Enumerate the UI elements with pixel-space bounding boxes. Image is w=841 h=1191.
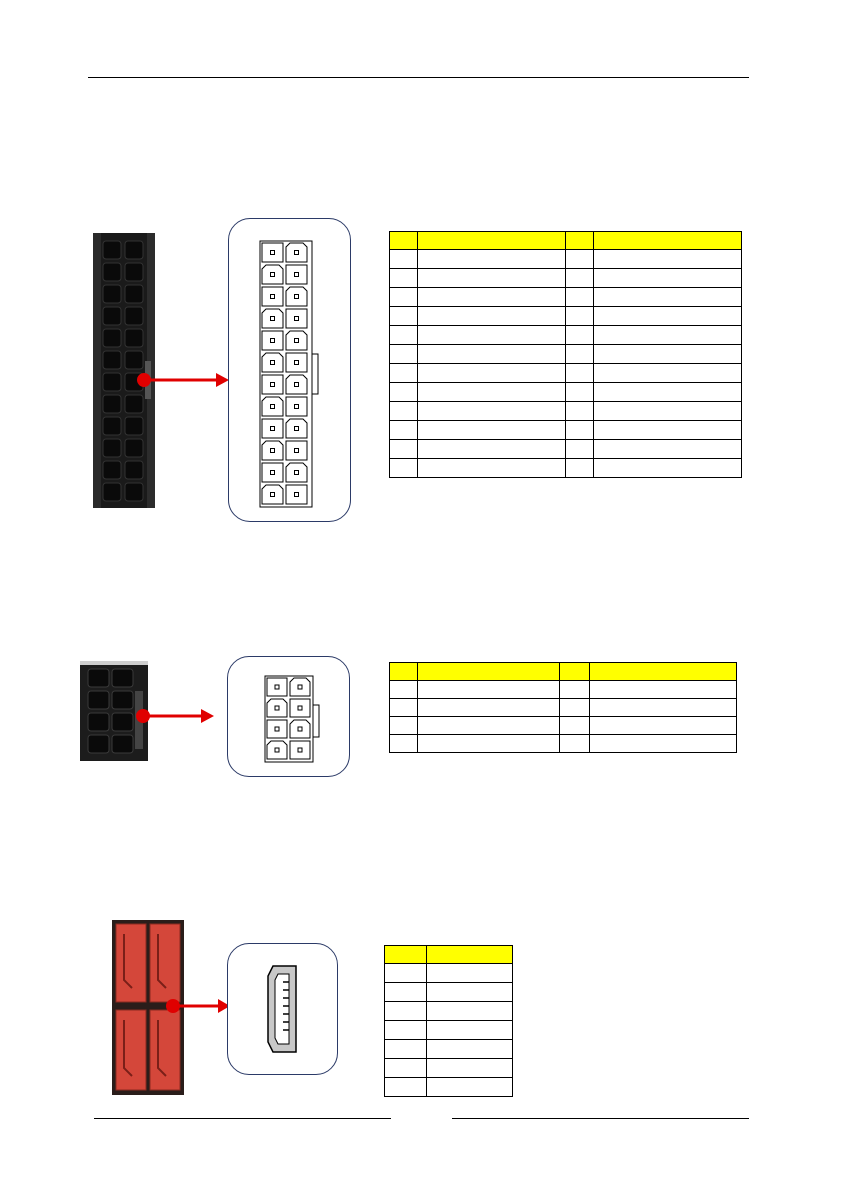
connector-pin-contact (298, 706, 302, 710)
sata-connector-icon (228, 944, 339, 1076)
atx-8pin-connector-icon (228, 657, 351, 778)
table-row (385, 1040, 513, 1059)
table-cell (594, 440, 742, 459)
table-cell (418, 440, 566, 459)
table-cell (418, 383, 566, 402)
table-cell (594, 402, 742, 421)
table-cell (566, 364, 594, 383)
table-cell (418, 421, 566, 440)
table-cell (566, 421, 594, 440)
table-cell (418, 288, 566, 307)
table-row (390, 421, 742, 440)
table-row (385, 1059, 513, 1078)
table-cell (566, 459, 594, 478)
table-cell (427, 964, 513, 983)
table-cell (385, 964, 427, 983)
footer-rule-left (94, 1118, 391, 1119)
table-header-row (390, 663, 737, 681)
table-cell (418, 459, 566, 478)
connector-pin-contact (295, 471, 299, 475)
table-cell (566, 288, 594, 307)
table-row (385, 964, 513, 983)
atx-24pin-table (389, 231, 742, 478)
atx-24pin-connector-icon (229, 219, 352, 523)
connector-pin-contact (271, 449, 275, 453)
table-cell (418, 364, 566, 383)
table-cell (390, 326, 418, 345)
table-cell (566, 345, 594, 364)
connector-pin-contact (271, 471, 275, 475)
table-row (390, 307, 742, 326)
table-cell (390, 402, 418, 421)
table-cell (566, 402, 594, 421)
connector-pin-contact (295, 339, 299, 343)
table-row (390, 250, 742, 269)
footer-rule-right (452, 1118, 749, 1119)
table-row (385, 1078, 513, 1097)
connector-pin-contact (271, 273, 275, 277)
connector-pin-contact (295, 251, 299, 255)
table-cell (590, 735, 737, 753)
table-row (390, 699, 737, 717)
header-signal-a (418, 232, 566, 250)
table-cell (418, 269, 566, 288)
connector-pin-contact (295, 493, 299, 497)
table-cell (390, 364, 418, 383)
table-cell (560, 735, 590, 753)
table-cell (594, 326, 742, 345)
table-row (390, 735, 737, 753)
table-row (390, 345, 742, 364)
table-cell (594, 288, 742, 307)
table-cell (390, 735, 418, 753)
connector-pin-contact (271, 383, 275, 387)
header-pin-a (390, 232, 418, 250)
header-pin-b (566, 232, 594, 250)
table-header-row (390, 232, 742, 250)
connector-pin-contact (271, 405, 275, 409)
table-cell (390, 383, 418, 402)
table-row (385, 1021, 513, 1040)
header-pin-a (390, 663, 418, 681)
table-cell (385, 1040, 427, 1059)
table-cell (390, 307, 418, 326)
header-pin (385, 946, 427, 964)
header-pin-b (560, 663, 590, 681)
table-cell (427, 983, 513, 1002)
table-cell (590, 681, 737, 699)
table-row (390, 326, 742, 345)
table-cell (594, 250, 742, 269)
connector-pin-contact (275, 706, 279, 710)
table-cell (594, 345, 742, 364)
connector-pin-contact (295, 449, 299, 453)
connector-pin-contact (271, 493, 275, 497)
table-row (390, 681, 737, 699)
table-cell (390, 421, 418, 440)
atx-24pin-arrow (134, 370, 230, 390)
connector-pin-contact (295, 383, 299, 387)
connector-pin-contact (295, 427, 299, 431)
connector-pin-contact (275, 748, 279, 752)
table-cell (385, 1059, 427, 1078)
table-cell (590, 717, 737, 735)
connector-pin-contact (295, 405, 299, 409)
atx-8pin-table (389, 662, 737, 753)
connector-pin-contact (271, 427, 275, 431)
table-cell (427, 1040, 513, 1059)
connector-pin-contact (275, 685, 279, 689)
table-row (385, 1002, 513, 1021)
table-cell (590, 699, 737, 717)
table-cell (390, 681, 418, 699)
table-row (390, 288, 742, 307)
table-cell (418, 717, 560, 735)
table-cell (566, 383, 594, 402)
connector-pin-contact (298, 727, 302, 731)
table-row (390, 717, 737, 735)
table-cell (427, 1021, 513, 1040)
connector-pin-contact (298, 685, 302, 689)
table-cell (385, 1078, 427, 1097)
connector-pin-contact (271, 251, 275, 255)
table-row (390, 269, 742, 288)
connector-pin-contact (271, 295, 275, 299)
table-cell (418, 402, 566, 421)
connector-pin-contact (295, 361, 299, 365)
table-row (390, 440, 742, 459)
table-cell (427, 1059, 513, 1078)
table-cell (385, 1021, 427, 1040)
table-row (390, 383, 742, 402)
header-signal (427, 946, 513, 964)
table-header-row (385, 946, 513, 964)
sata-table (384, 945, 513, 1097)
table-row (390, 402, 742, 421)
table-cell (390, 345, 418, 364)
table-cell (427, 1002, 513, 1021)
connector-pin-contact (275, 727, 279, 731)
table-cell (418, 250, 566, 269)
table-cell (418, 326, 566, 345)
table-cell (385, 983, 427, 1002)
connector-pin-contact (271, 361, 275, 365)
table-cell (566, 307, 594, 326)
header-signal-b (590, 663, 737, 681)
table-row (390, 364, 742, 383)
sata-arrow (163, 996, 231, 1016)
table-cell (594, 459, 742, 478)
table-cell (427, 1078, 513, 1097)
atx-24pin-diagram (228, 218, 351, 522)
table-cell (418, 345, 566, 364)
table-row (390, 459, 742, 478)
table-cell (390, 269, 418, 288)
table-cell (560, 699, 590, 717)
table-cell (418, 681, 560, 699)
table-cell (390, 250, 418, 269)
table-cell (566, 326, 594, 345)
table-cell (390, 459, 418, 478)
connector-pin-contact (295, 317, 299, 321)
header-rule (88, 77, 749, 78)
sata-diagram (227, 943, 338, 1075)
atx-8pin-arrow (133, 706, 215, 726)
table-cell (594, 383, 742, 402)
table-cell (418, 307, 566, 326)
header-signal-a (418, 663, 560, 681)
connector-pin-contact (295, 273, 299, 277)
table-cell (390, 717, 418, 735)
table-cell (390, 440, 418, 459)
table-cell (594, 364, 742, 383)
table-cell (566, 269, 594, 288)
table-cell (560, 681, 590, 699)
connector-pin-contact (298, 748, 302, 752)
table-cell (594, 307, 742, 326)
atx-8pin-diagram (227, 656, 350, 777)
table-cell (418, 735, 560, 753)
table-cell (385, 1002, 427, 1021)
table-cell (594, 421, 742, 440)
connector-pin-contact (295, 295, 299, 299)
connector-pin-contact (271, 339, 275, 343)
header-signal-b (594, 232, 742, 250)
table-cell (390, 288, 418, 307)
connector-pin-contact (271, 317, 275, 321)
table-cell (560, 717, 590, 735)
table-cell (566, 250, 594, 269)
table-cell (594, 269, 742, 288)
table-row (385, 983, 513, 1002)
table-cell (418, 699, 560, 717)
table-cell (566, 440, 594, 459)
table-cell (390, 699, 418, 717)
